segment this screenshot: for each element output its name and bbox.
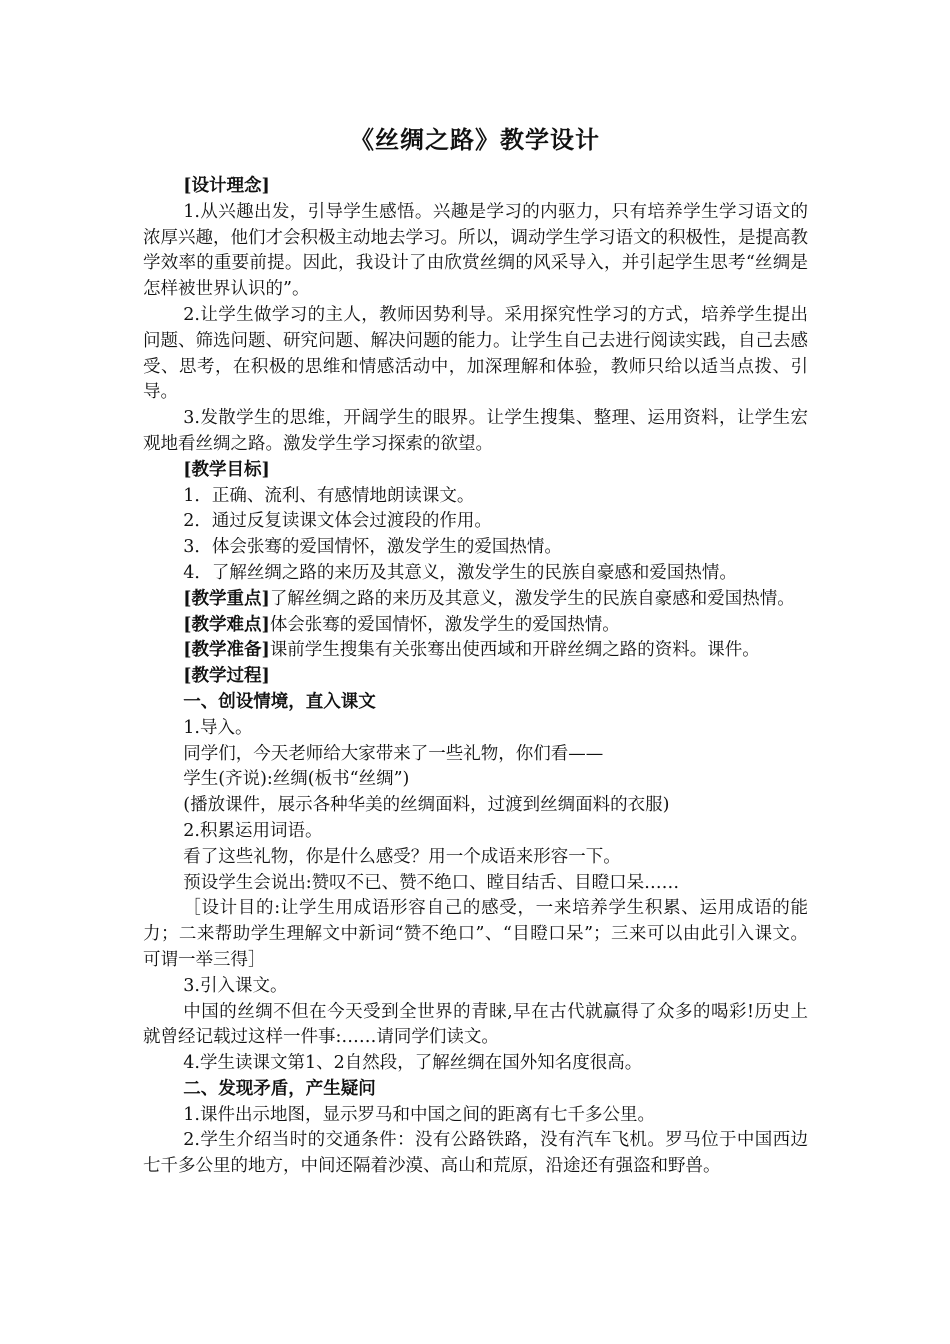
section-2-line: 1.课件出示地图，显示罗马和中国之间的距离有七千多公里。 — [183, 1104, 655, 1125]
section-1-line: 4.学生读课文第1、2自然段，了解丝绸在国外知名度很高。 — [183, 1053, 643, 1074]
section-1-heading: 一、创设情境，直入课文 — [183, 691, 376, 712]
section-1-line: 同学们，今天老师给大家带来了一些礼物，你们看—— — [183, 743, 604, 764]
section-2-heading: 二、发现矛盾，产生疑问 — [183, 1078, 376, 1099]
section-1-line: 中国的丝绸不但在今天受到全世界的青睐,早在古代就赢得了众多的喝彩!历史上就曾经记载过这样一件事:……请同学们读文。 — [143, 1001, 808, 1048]
preparation — [143, 638, 808, 664]
difficulty-label: [教学难点] — [183, 614, 270, 635]
goal-item: 1．正确、流利、有感情地朗读课文。 — [183, 485, 475, 506]
goal-item: 3．体会张骞的爱国情怀，激发学生的爱国热情。 — [183, 537, 562, 558]
preparation-text: 课前学生搜集有关张骞出使西域和开辟丝绸之路的资料。课件。 — [269, 640, 760, 661]
process-heading: [教学过程] — [183, 666, 270, 687]
section-1-line: 3.引入课文。 — [183, 975, 288, 996]
key-point — [143, 587, 808, 613]
key-point-label: [教学重点] — [183, 588, 270, 609]
goals-heading: [教学目标] — [183, 459, 270, 480]
philosophy-paragraph-3: 3.发散学生的思维，开阔学生的眼界。让学生搜集、整理、运用资料，让学生宏观地看丝绸之路。激发学生学习探索的欲望。 — [143, 408, 808, 454]
section-1-line: 2.积累运用词语。 — [183, 820, 323, 841]
philosophy-heading: [设计理念] — [183, 176, 270, 196]
key-point-text: 了解丝绸之路的来历及其意义，激发学生的民族自豪感和爱国热情。 — [269, 588, 795, 609]
difficulty-text: 体会张骞的爱国情怀，激发学生的爱国热情。 — [269, 614, 620, 635]
section-1-line: 预设学生会说出:赞叹不已、赞不绝口、瞠目结舌、目瞪口呆…… — [183, 872, 680, 893]
document-title: 《丝绸之路》教学设计 — [350, 125, 600, 154]
section-1-line: 学生(齐说):丝绸(板书“丝绸”) — [183, 769, 410, 790]
section-1-line: 看了这些礼物，你是什么感受？用一个成语来形容一下。 — [183, 846, 621, 867]
section-1-line: (播放课件，展示各种华美的丝绸面料，过渡到丝绸面料的衣服) — [183, 795, 670, 816]
preparation-label: [教学准备] — [183, 640, 270, 661]
section-1-line: 1.导入。 — [183, 717, 253, 738]
philosophy-paragraph-2: 2.让学生做学习的主人，教师因势利导。采用探究性学习的方式，培养学生提出问题、筛选问题、研究问题、解决问题的能力。让学生自己去进行阅读实践，自己去感受、思考，在积极的思维和情感活动中，加深理解和体验，教师只给以适当点拨、引导。 — [143, 304, 808, 403]
section-2-line: 2.学生介绍当时的交通条件：没有公路铁路，没有汽车飞机。罗马位于中国西边七千多公里的地方，中间还隔着沙漠、高山和荒原，沿途还有强盗和野兽。 — [143, 1130, 808, 1177]
goal-item: 2．通过反复读课文体会过渡段的作用。 — [183, 511, 492, 532]
philosophy-paragraph-1: 1.从兴趣出发，引导学生感悟。兴趣是学习的内驱力，只有培养学生学习语文的浓厚兴趣，他们才会积极主动地去学习。所以，调动学生学习语文的积极性，是提高教学效率的重要前提。因此，我设计了由欣赏丝绸的风采导入，并引起学生思考“丝绸是怎样被世界认识的”。 — [143, 201, 808, 300]
difficulty — [143, 613, 808, 639]
design-purpose-note: ［设计目的:让学生用成语形容自己的感受，一来培养学生积累、运用成语的能力；二来帮助学生理解文中新词“赞不绝口”、“目瞪口呆”；三来可以由此引入课文。可谓一举三得］ — [143, 898, 808, 970]
document-body — [143, 174, 808, 1180]
goal-item: 4．了解丝绸之路的来历及其意义，激发学生的民族自豪感和爱国热情。 — [183, 562, 737, 583]
